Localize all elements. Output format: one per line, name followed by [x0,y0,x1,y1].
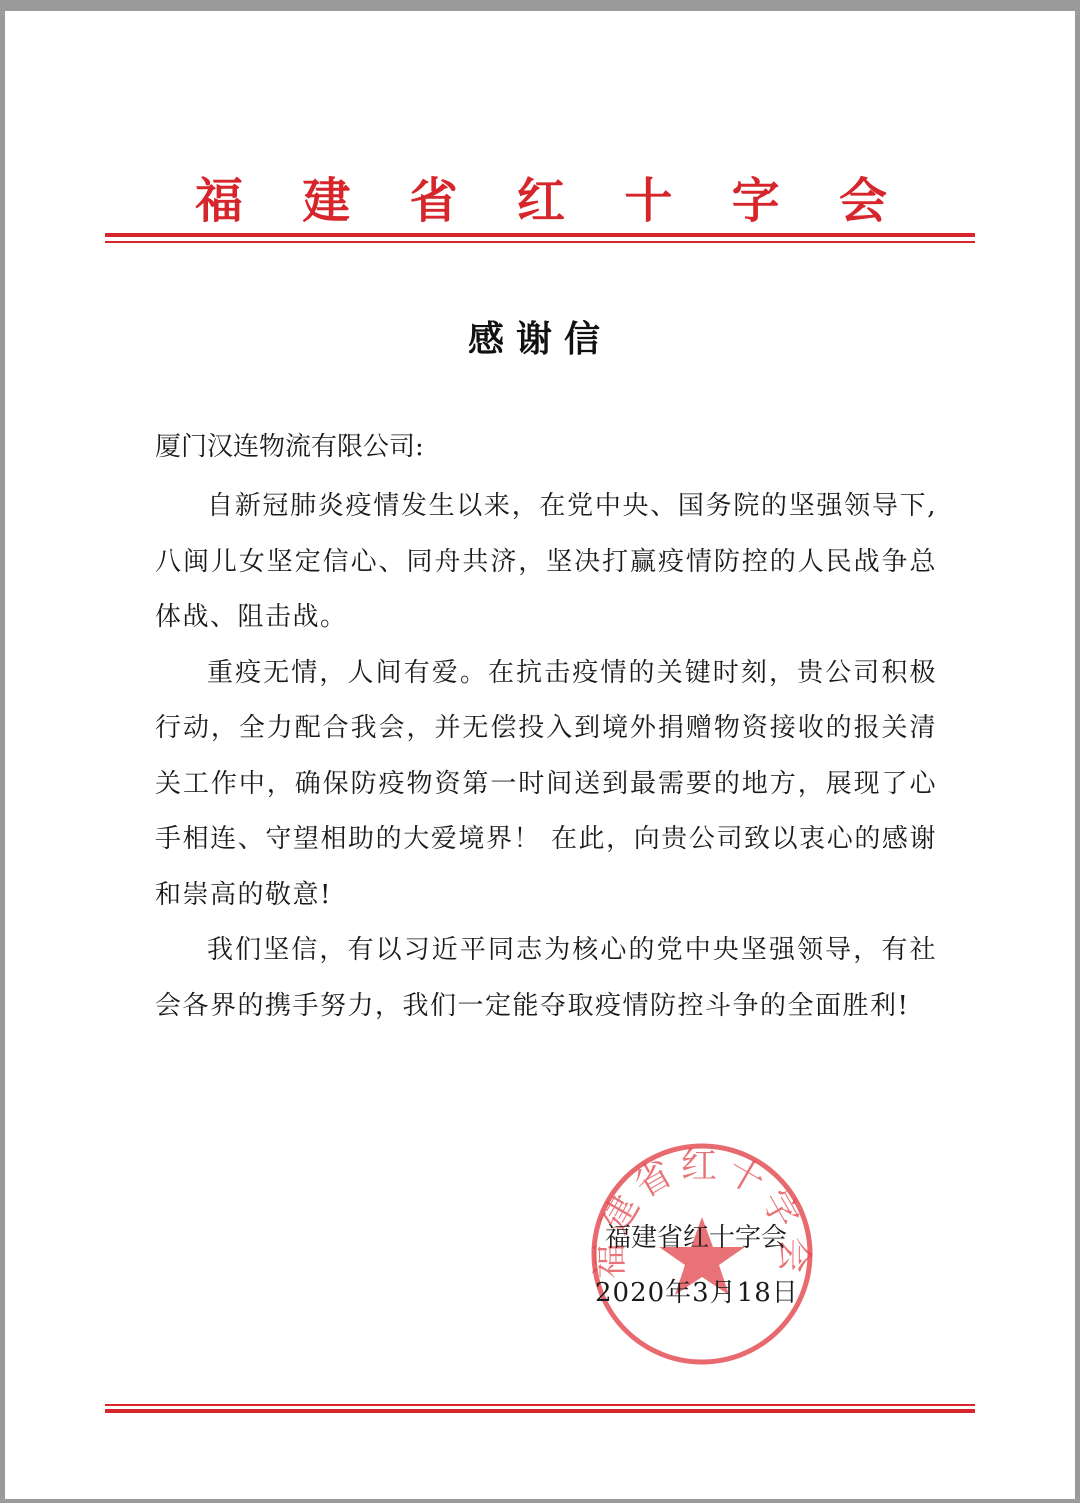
letterhead-char: 字 [731,173,780,229]
letter-title: 感谢信 [467,318,612,360]
letterhead-rule-thick [105,233,975,237]
letterhead-char: 会 [838,173,887,229]
footer-rule-thick [105,1409,975,1413]
signature-org: 福建省红十字会 [605,1223,788,1253]
letter-paragraph: 重疫无情，人间有爱。在抗击疫情的关键时刻，贵公司积极行动，全力配合我会，并无偿投入到境外捐赠物资接收的报关清关工作中，确保防疫物资第一时间送到最需要的地方，展现了心手相连、守望相助的大爱境界！ 在此，向贵公司致以衷心的感谢和崇高的敬意! [155,657,937,910]
letterhead-title [105,169,975,233]
footer-rule-thin [105,1404,975,1406]
letterhead-char: 福 [195,173,244,229]
letterhead-char: 十 [624,173,673,229]
letterhead-char: 建 [302,173,351,229]
letter-salutation: 厦门汉连物流有限公司: [155,432,424,462]
letter-signature [595,1211,799,1321]
letter-page [5,11,1075,1499]
letter-paragraph: 自新冠肺炎疫情发生以来，在党中央、国务院的坚强领导下,八闽儿女坚定信心、同舟共济，坚决打赢疫情防控的人民战争总体战、阻击战。 [155,491,937,632]
svg-text:福建省红十字会: 福建省红十字会 [589,1145,815,1280]
letterhead-char: 省 [409,173,458,229]
letter-body [155,479,937,1034]
letterhead-char: 红 [516,173,565,229]
signature-date: 2020年3月18日 [595,1278,799,1308]
letterhead-rule-thin [105,241,975,243]
letter-paragraph: 我们坚信，有以习近平同志为核心的党中央坚强领导，有社会各界的携手努力，我们一定能夺取疫情防控斗争的全面胜利! [155,935,937,1021]
